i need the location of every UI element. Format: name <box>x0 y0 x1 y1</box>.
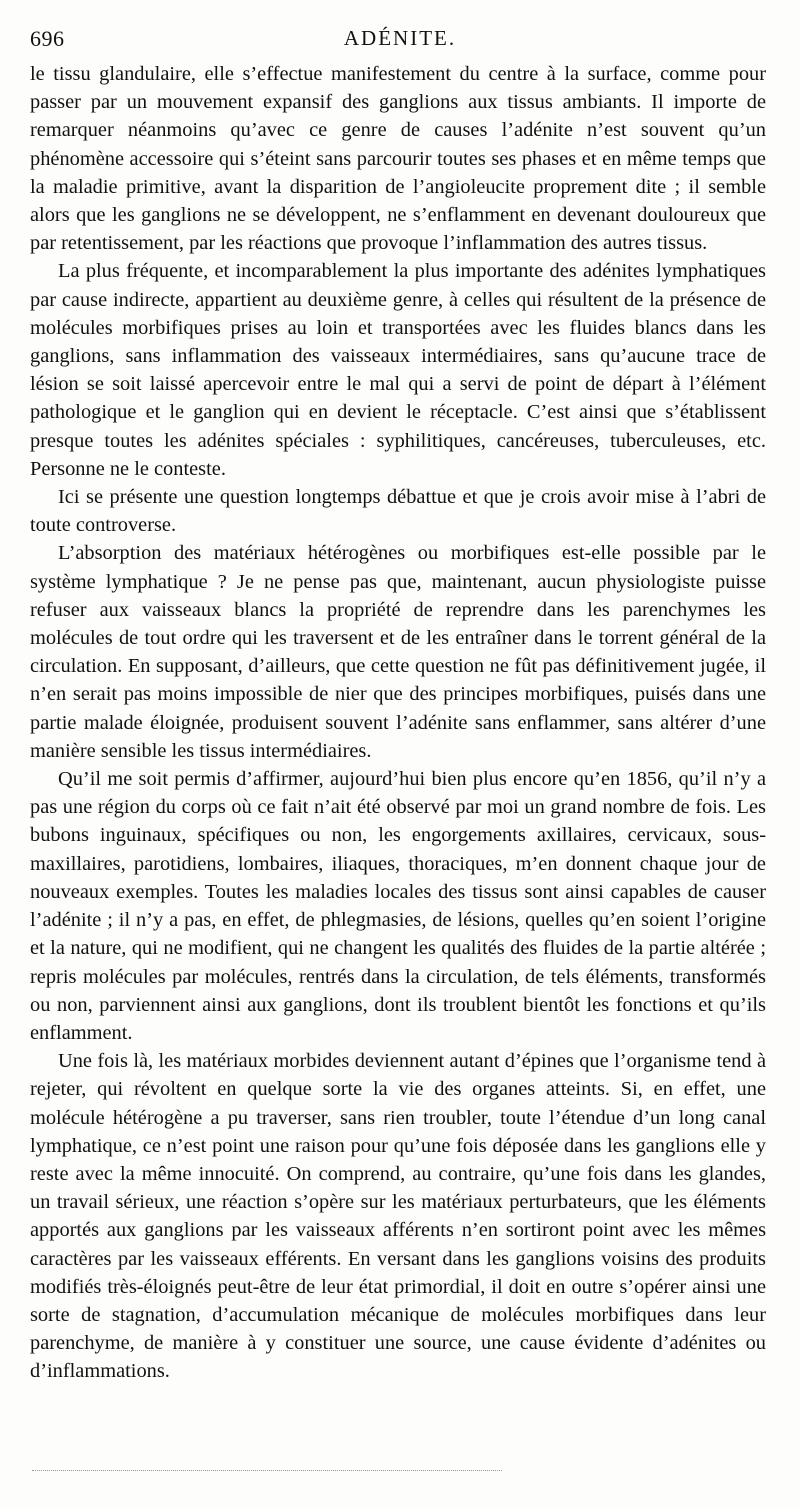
body-text <box>30 60 766 1386</box>
paragraph-3: Ici se présente une question longtemps débattue et que je crois avoir mise à l’abri de toute controverse. <box>30 486 766 537</box>
running-title: ADÉNITE. <box>343 26 457 50</box>
page-number: 696 <box>30 26 65 51</box>
paragraph-2: La plus fréquente, et incomparablement la plus importante des adénites lymphatiques par cause indirecte, appartient au deuxième genre, à celles qui résultent de la présence de molécules morbifiques prises au loin et transportées avec les fluides blancs dans les ganglions, sans inflammation des vaisseaux intermédiaires, sans qu’aucune trace de lésion se soit laissé apercevoir entre le mal qui a servi de point de départ à l’élément pathologique et le ganglion qui en devient le réceptacle. C’est ainsi que s’établissent presque toutes les adénites spéciales : syphilitiques, cancéreuses, tuberculeuses, etc. Personne ne le conteste. <box>30 260 766 480</box>
page-header <box>30 26 770 56</box>
paragraph-6: Une fois là, les matériaux morbides deviennent autant d’épines que l’organisme tend à rejeter, qui révoltent en quelque sorte la vie des organes atteints. Si, en effet, une molécule hétérogène a pu traverser, sans rien troubler, toute l’étendue d’un long canal lymphatique, ce n’est point une raison pour qu’une fois déposée dans les ganglions elle y reste avec la même innocuité. On comprend, au contraire, qu’une fois dans les glandes, un travail sérieux, une réaction s’opère sur les matériaux perturbateurs, que les éléments apportés aux ganglions par les vaisseaux afférents n’en sortiront point avec les mêmes caractères par les vaisseaux efférents. En versant dans les ganglions voisins des produits modifiés très-éloignés peut-être de leur état primordial, il doit en outre s’opérer ainsi une sorte de stagnation, d’accumulation mécanique de molécules morbifiques dans leur parenchyme, de manière à y constituer une source, une cause évidente d’adénites ou d’inflammations. <box>30 1050 766 1383</box>
paragraph-4: L’absorption des matériaux hétérogènes ou morbifiques est-elle possible par le système lymphatique ? Je ne pense pas que, maintenant, aucun physiologiste puisse refuser aux vaisseaux blancs la propriété de reprendre dans les parenchymes les molécules de tout ordre qui les traversent et de les entraîner dans le torrent général de la circulation. En supposant, d’ailleurs, que cette question ne fût pas définitivement jugée, il n’en serait pas moins impossible de nier que des principes morbifiques, puisés dans une partie malade éloignée, produisent souvent l’adénite sans enflammer, sans altérer d’une manière sensible les tissus intermédiaires. <box>30 542 766 762</box>
paragraph-1: le tissu glandulaire, elle s’effectue manifestement du centre à la surface, comme pour passer par un mouvement expansif des ganglions aux tissus ambiants. Il importe de remarquer néanmoins qu’avec ce genre de causes l’adénite n’est souvent qu’un phénomène accessoire qui s’éteint sans parcourir toutes ses phases et en même temps que la maladie primitive, avant la disparition de l’angioleucite proprement dite ; il semble alors que les ganglions ne se développent, ne s’enflamment en devenant douloureux que par retentissement, par les réactions que provoque l’inflammation des autres tissus. <box>30 63 766 255</box>
paragraph-5: Qu’il me soit permis d’affirmer, aujourd’hui bien plus encore qu’en 1856, qu’il n’y a pas une région du corps où ce fait n’ait été observé par moi un grand nombre de fois. Les bubons inguinaux, spécifiques ou non, les engorgements axillaires, cervicaux, sous-maxillaires, parotidiens, lombaires, iliaques, thoraciques, m’en donnent chaque jour de nouveaux exemples. Toutes les maladies locales des tissus sont ainsi capables de causer l’adénite ; il n’y a pas, en effet, de phlegmasies, de lésions, quelles qu’en soient l’origine et la nature, qui ne modifient, qui ne changent les qualités des fluides de la partie altérée ; repris molécules par molécules, rentrés dans la circulation, de tels éléments, transformés ou non, parviennent ainsi aux ganglions, dont ils troublent bientôt les fonctions et qu’ils enflamment. <box>30 768 766 1044</box>
footer-dotted-rule <box>32 1470 502 1471</box>
